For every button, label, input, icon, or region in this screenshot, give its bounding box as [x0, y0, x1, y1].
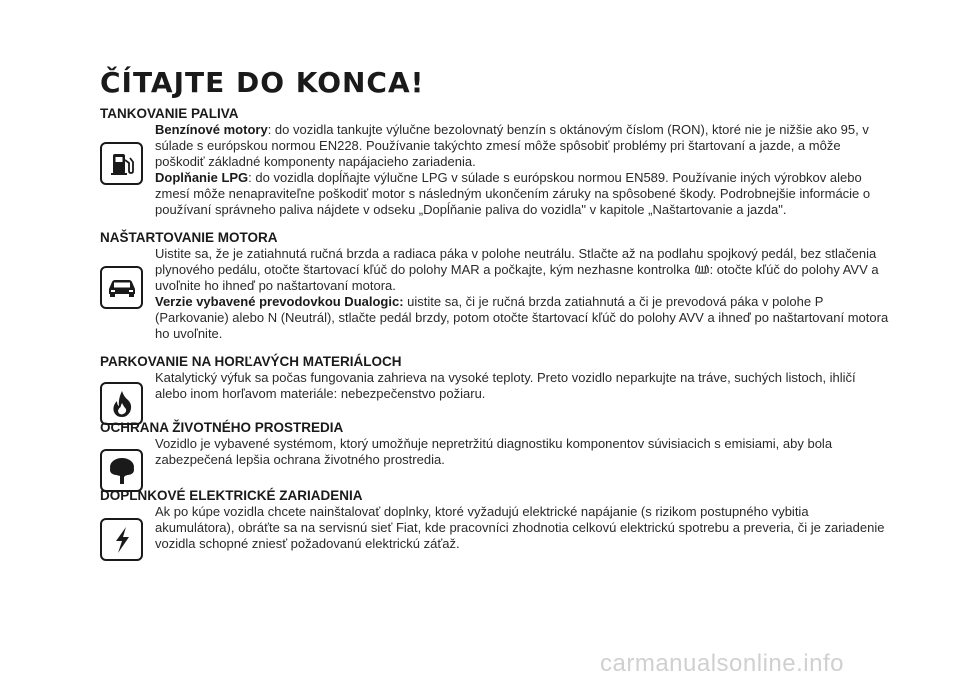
section-heading-fuel: TANKOVANIE PALIVA — [100, 106, 239, 121]
text-start-manual-2: : otočte kľúč do polohy AVV a uvoľnite ho ihneď po naštartovaní motora. — [155, 262, 879, 293]
page-title: ČÍTAJTE DO KONCA! — [100, 66, 425, 99]
paragraph-lpg — [155, 170, 890, 218]
flame-icon — [100, 382, 143, 425]
section-heading-parking: PARKOVANIE NA HORĽAVÝCH MATERIÁLOCH — [100, 354, 402, 369]
section-heading-accessories: DOPLNKOVÉ ELEKTRICKÉ ZARIADENIA — [100, 488, 363, 503]
text-petrol: : do vozidla tankujte výlučne bezolovnatý benzín s oktánovým číslom (RON), ktoré nie je nižšie ako 95, v súlade s európskou normou EN228. Používanie takýchto zmesí môže spôsobiť problémy pri štartovaní a jazde, a môže poškodiť základné komponenty napájacieho zariadenia. — [155, 122, 869, 169]
text-start-manual: Uistite sa, že je zatiahnutá ručná brzda a radiaca páka v polohe neutrálu. Stlačte až na podlahu spojkový pedál, bez stlačenia plynového pedálu, otočte štartovací kľúč do polohy MAR a počkajte, kým nezhasne kontrolka — [155, 246, 877, 277]
section-heading-environment: OCHRANA ŽIVOTNÉHO PROSTREDIA — [100, 420, 344, 435]
paragraph-start-dualogic — [155, 294, 890, 342]
lightning-icon — [100, 518, 143, 561]
watermark: carmanualsonline.info — [600, 650, 844, 677]
paragraph-accessories: Ak po kúpe vozidla chcete nainštalovať doplnky, ktoré vyžadujú elektrické napájanie (s rizikom postupného vybitia akumulátora), obráťte sa na servisnú sieť Fiat, kde pracovníci zhodnotia celkovú elektrickú spotrebu a preveria, či je zariadenie vozidla schopné zniesť požadovanú elektrickú záťaž. — [155, 504, 885, 551]
paragraph-environment: Vozidlo je vybavené systémom, ktorý umožňuje nepretržitú diagnostiku komponentov súvisiacich s emisiami, aby bola zabezpečená lepšia ochrana životného prostredia. — [155, 436, 833, 467]
section-environment — [100, 420, 890, 468]
section-fuel — [100, 106, 890, 218]
section-start — [100, 230, 890, 342]
paragraph-petrol — [155, 122, 890, 170]
section-parking — [100, 354, 890, 402]
car-icon — [100, 266, 143, 309]
text-dualogic: uistite sa, či je ručná brzda zatiahnutá a či je prevodová páka v polohe P (Parkovanie) alebo N (Neutrál), stlačte pedál brzdy, potom otočte štartovací kľúč do polohy AVV a ihneď po naštartovaní motora ho uvoľnite. — [155, 294, 889, 341]
label-lpg: Doplňanie LPG — [155, 170, 249, 185]
tree-icon — [100, 449, 143, 492]
fuel-pump-icon — [100, 142, 143, 185]
paragraph-parking: Katalytický výfuk sa počas fungovania zahrieva na vysoké teploty. Preto vozidlo neparkujte na tráve, suchých listoch, ihličí alebo inom horľavom materiále: nebezpečenstvo požiaru. — [155, 370, 856, 401]
label-petrol: Benzínové motory — [155, 122, 268, 137]
paragraph-start-manual — [155, 246, 890, 294]
section-heading-start: NAŠTARTOVANIE MOTORA — [100, 230, 278, 245]
section-accessories — [100, 488, 890, 552]
text-lpg: : do vozidla dopĺňajte výlučne LPG v súlade s európskou normou EN589. Používanie iných výrobkov alebo zmesí môže nenapraviteľne poškodiť motor s následným ukončením záruky na spôsobené škody. Podrobnejšie informácie o používaní správneho paliva nájdete v odseku „Dopĺňanie paliva do vozidla" v kapitole „Naštartovanie a jazda". — [155, 170, 871, 217]
glow-plug-warning-icon — [694, 263, 710, 275]
label-dualogic: Verzie vybavené prevodovkou Dualogic: — [155, 294, 404, 309]
